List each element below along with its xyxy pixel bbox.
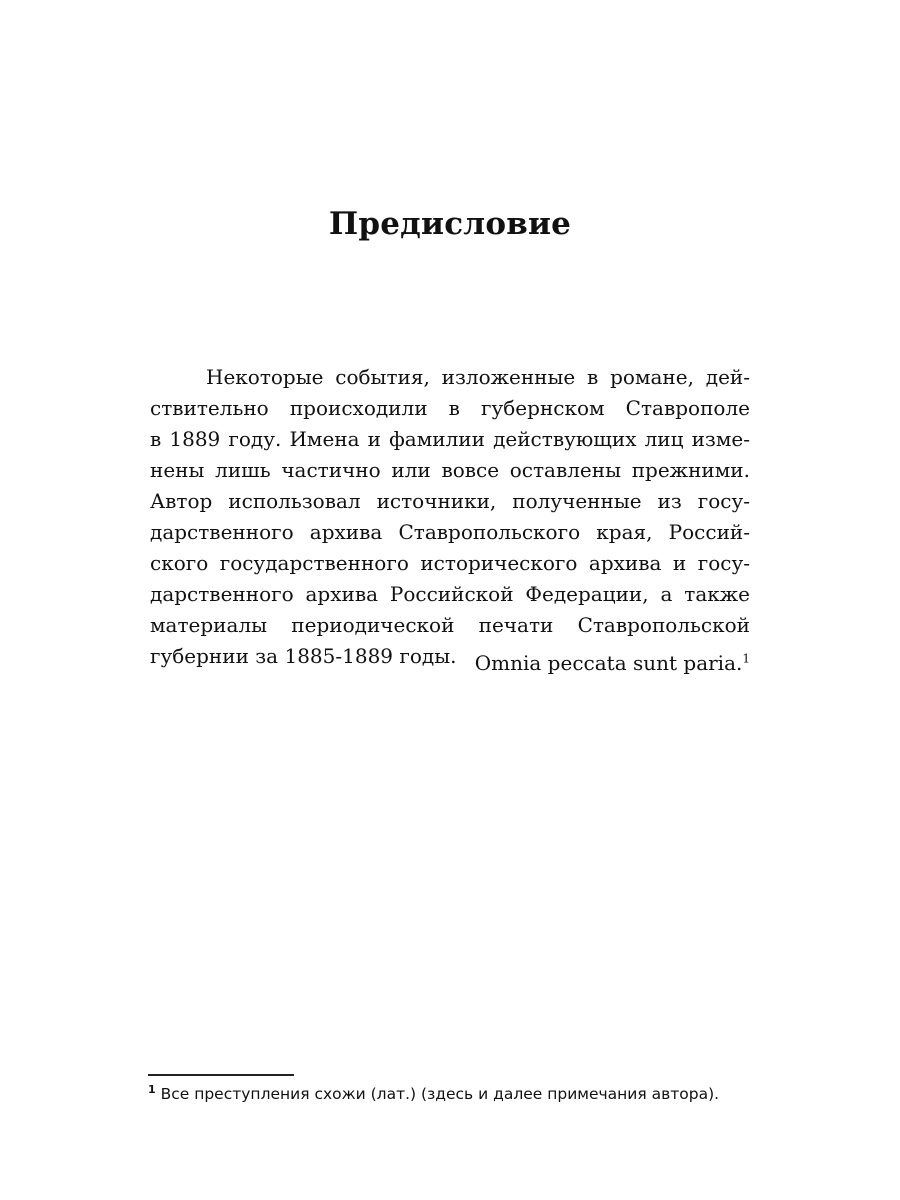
paragraph-line: дарственного архива Российской Федерации, а также [150,582,750,606]
paragraph-line: ствительно происходили в губернском Ставрополе [150,396,750,420]
preface-paragraph [150,362,750,672]
paragraph-line: Автор использовал источники, полученные из госу- [150,489,750,513]
footnote-number: 1 [148,1082,156,1096]
paragraph-line: губернии за 1885-1889 годы. [150,644,457,668]
paragraph-line: материалы периодической печати Ставропольской [150,613,750,637]
paragraph-line: в 1889 году. Имена и фамилии действующих лиц изме- [150,427,750,451]
paragraph-line: нены лишь частично или вовсе оставлены прежними. [150,458,750,482]
footnote-reference[interactable]: 1 [742,651,750,666]
page-title: Предисловие [328,206,572,242]
epigraph-text: Omnia peccata sunt paria. [474,651,743,675]
footnote-text: Все преступления схожи (лат.) (здесь и далее примечания автора). [155,1085,720,1103]
paragraph-line: дарственного архива Ставропольского края, Россий- [150,520,750,544]
paragraph-line: Некоторые события, изложенные в романе, дей- [206,365,750,389]
footnote-divider [148,1074,294,1076]
footnote [148,1081,758,1107]
paragraph-line: ского государственного исторического архива и госу- [150,551,750,575]
epigraph [475,648,750,679]
